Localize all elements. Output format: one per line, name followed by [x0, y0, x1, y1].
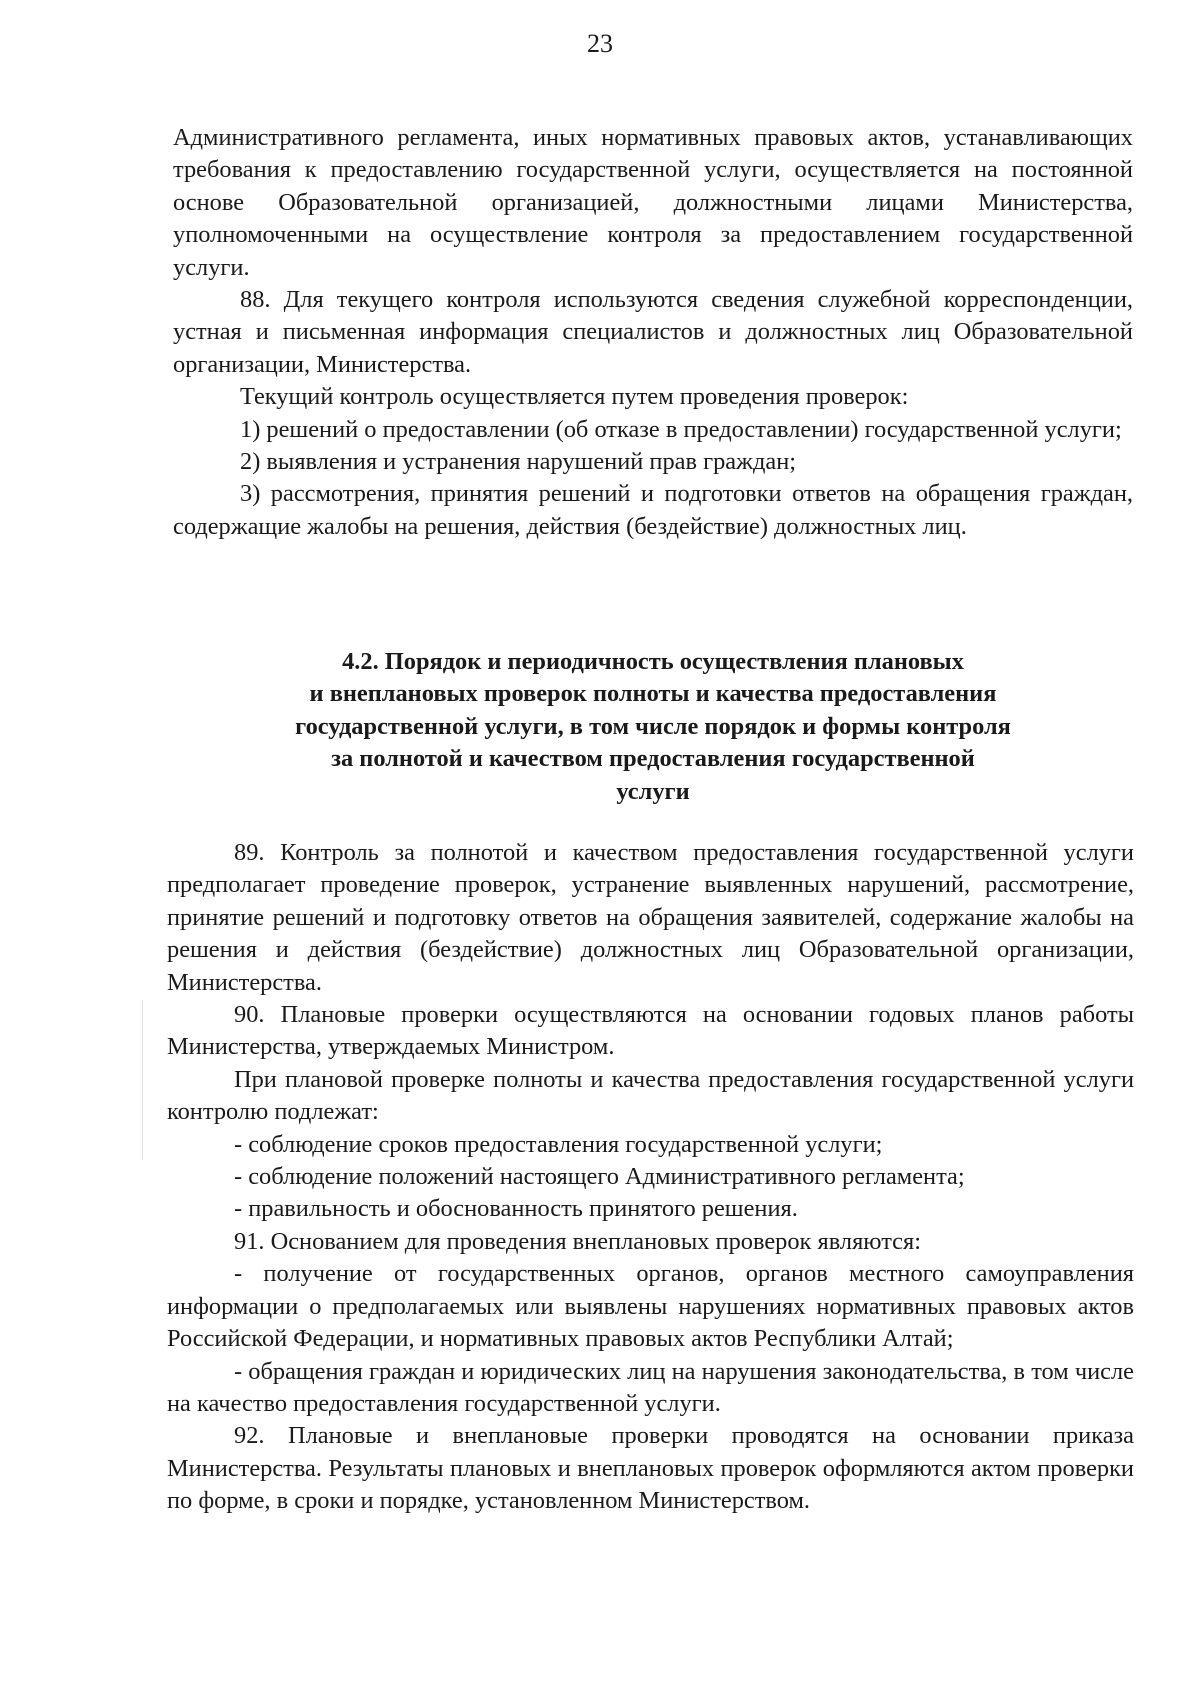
heading-line: государственной услуги, в том числе порядок и формы контроля: [295, 712, 1011, 740]
paragraph-current-control: Текущий контроль осуществляется путем проведения проверок:: [240, 383, 909, 411]
heading-line: услуги: [616, 777, 690, 805]
list-item-deadlines: - соблюдение сроков предоставления государственной услуги;: [234, 1130, 883, 1158]
heading-line: и внеплановых проверок полноты и качества предоставления: [309, 680, 997, 708]
list-item-3: 3) рассмотрения, принятия решений и подготовки ответов на обращения граждан, содержащие жалобы на решения, действия (бездействие) должностных лиц.: [173, 480, 1133, 540]
heading-line: 4.2. Порядок и периодичность осуществления плановых: [342, 648, 964, 675]
list-item-2: 2) выявления и устранения нарушений прав граждан;: [240, 448, 797, 476]
list-item-regulation: - соблюдение положений настоящего Административного регламента;: [234, 1163, 965, 1191]
paragraph-92: 92. Плановые и внеплановые проверки проводятся на основании приказа Министерства. Результаты плановых и внеплановых проверок оформляются актом проверки по форме, в сроки и порядке, установленном Министерством.: [167, 1422, 1134, 1515]
heading-line: за полнотой и качеством предоставления государственной: [331, 745, 975, 773]
section-heading: [173, 646, 1133, 808]
paragraph-91: 91. Основанием для проведения внеплановых проверок являются:: [234, 1227, 921, 1255]
list-item-decision: - правильность и обоснованность принятого решения.: [234, 1195, 798, 1223]
paragraph-continuation: Административного регламента, иных нормативных правовых актов, устанавливающих требования к предоставлению государственной услуги, осуществляется на постоянной основе Образовательной организацией, должностными лицами Министерства, уполномоченными на осуществление контроля за предоставлением государственной услуги.: [173, 124, 1133, 281]
scan-artifact-line: [142, 1000, 143, 1160]
paragraph-88: 88. Для текущего контроля используются сведения служебной корреспонденции, устная и письменная информация специалистов и должностных лиц Образовательной организации, Министерства.: [173, 286, 1133, 378]
list-item-appeals: - обращения граждан и юридических лиц на нарушения законодательства, в том числе на качество предоставления государственной услуги.: [167, 1357, 1134, 1417]
bottom-text-block: [167, 837, 1134, 1518]
paragraph-90: 90. Плановые проверки осуществляются на основании годовых планов работы Министерства, утверждаемых Министром.: [167, 1001, 1134, 1061]
list-item-information: - получение от государственных органов, органов местного самоуправления информации о предполагаемых или выявлены нарушениях нормативных правовых актов Российской Федерации, и нормативных правовых актов Республики Алтай;: [167, 1260, 1134, 1353]
paragraph-planned-check: При плановой проверке полноты и качества предоставления государственной услуги контролю подлежат:: [167, 1065, 1134, 1126]
top-text-block: [173, 122, 1133, 543]
paragraph-89: 89. Контроль за полнотой и качеством предоставления государственной услуги предполагает проведение проверок, устранение выявленных нарушений, рассмотрение, принятие решений и подготовку ответов на обращения заявителей, содержание жалобы на решения и действия (бездействие) должностных лиц Образовательной организации, Министерства.: [167, 839, 1134, 996]
page-number: 23: [587, 29, 613, 58]
list-item-1: 1) решений о предоставлении (об отказе в предоставлении) государственной услуги;: [240, 415, 1122, 443]
